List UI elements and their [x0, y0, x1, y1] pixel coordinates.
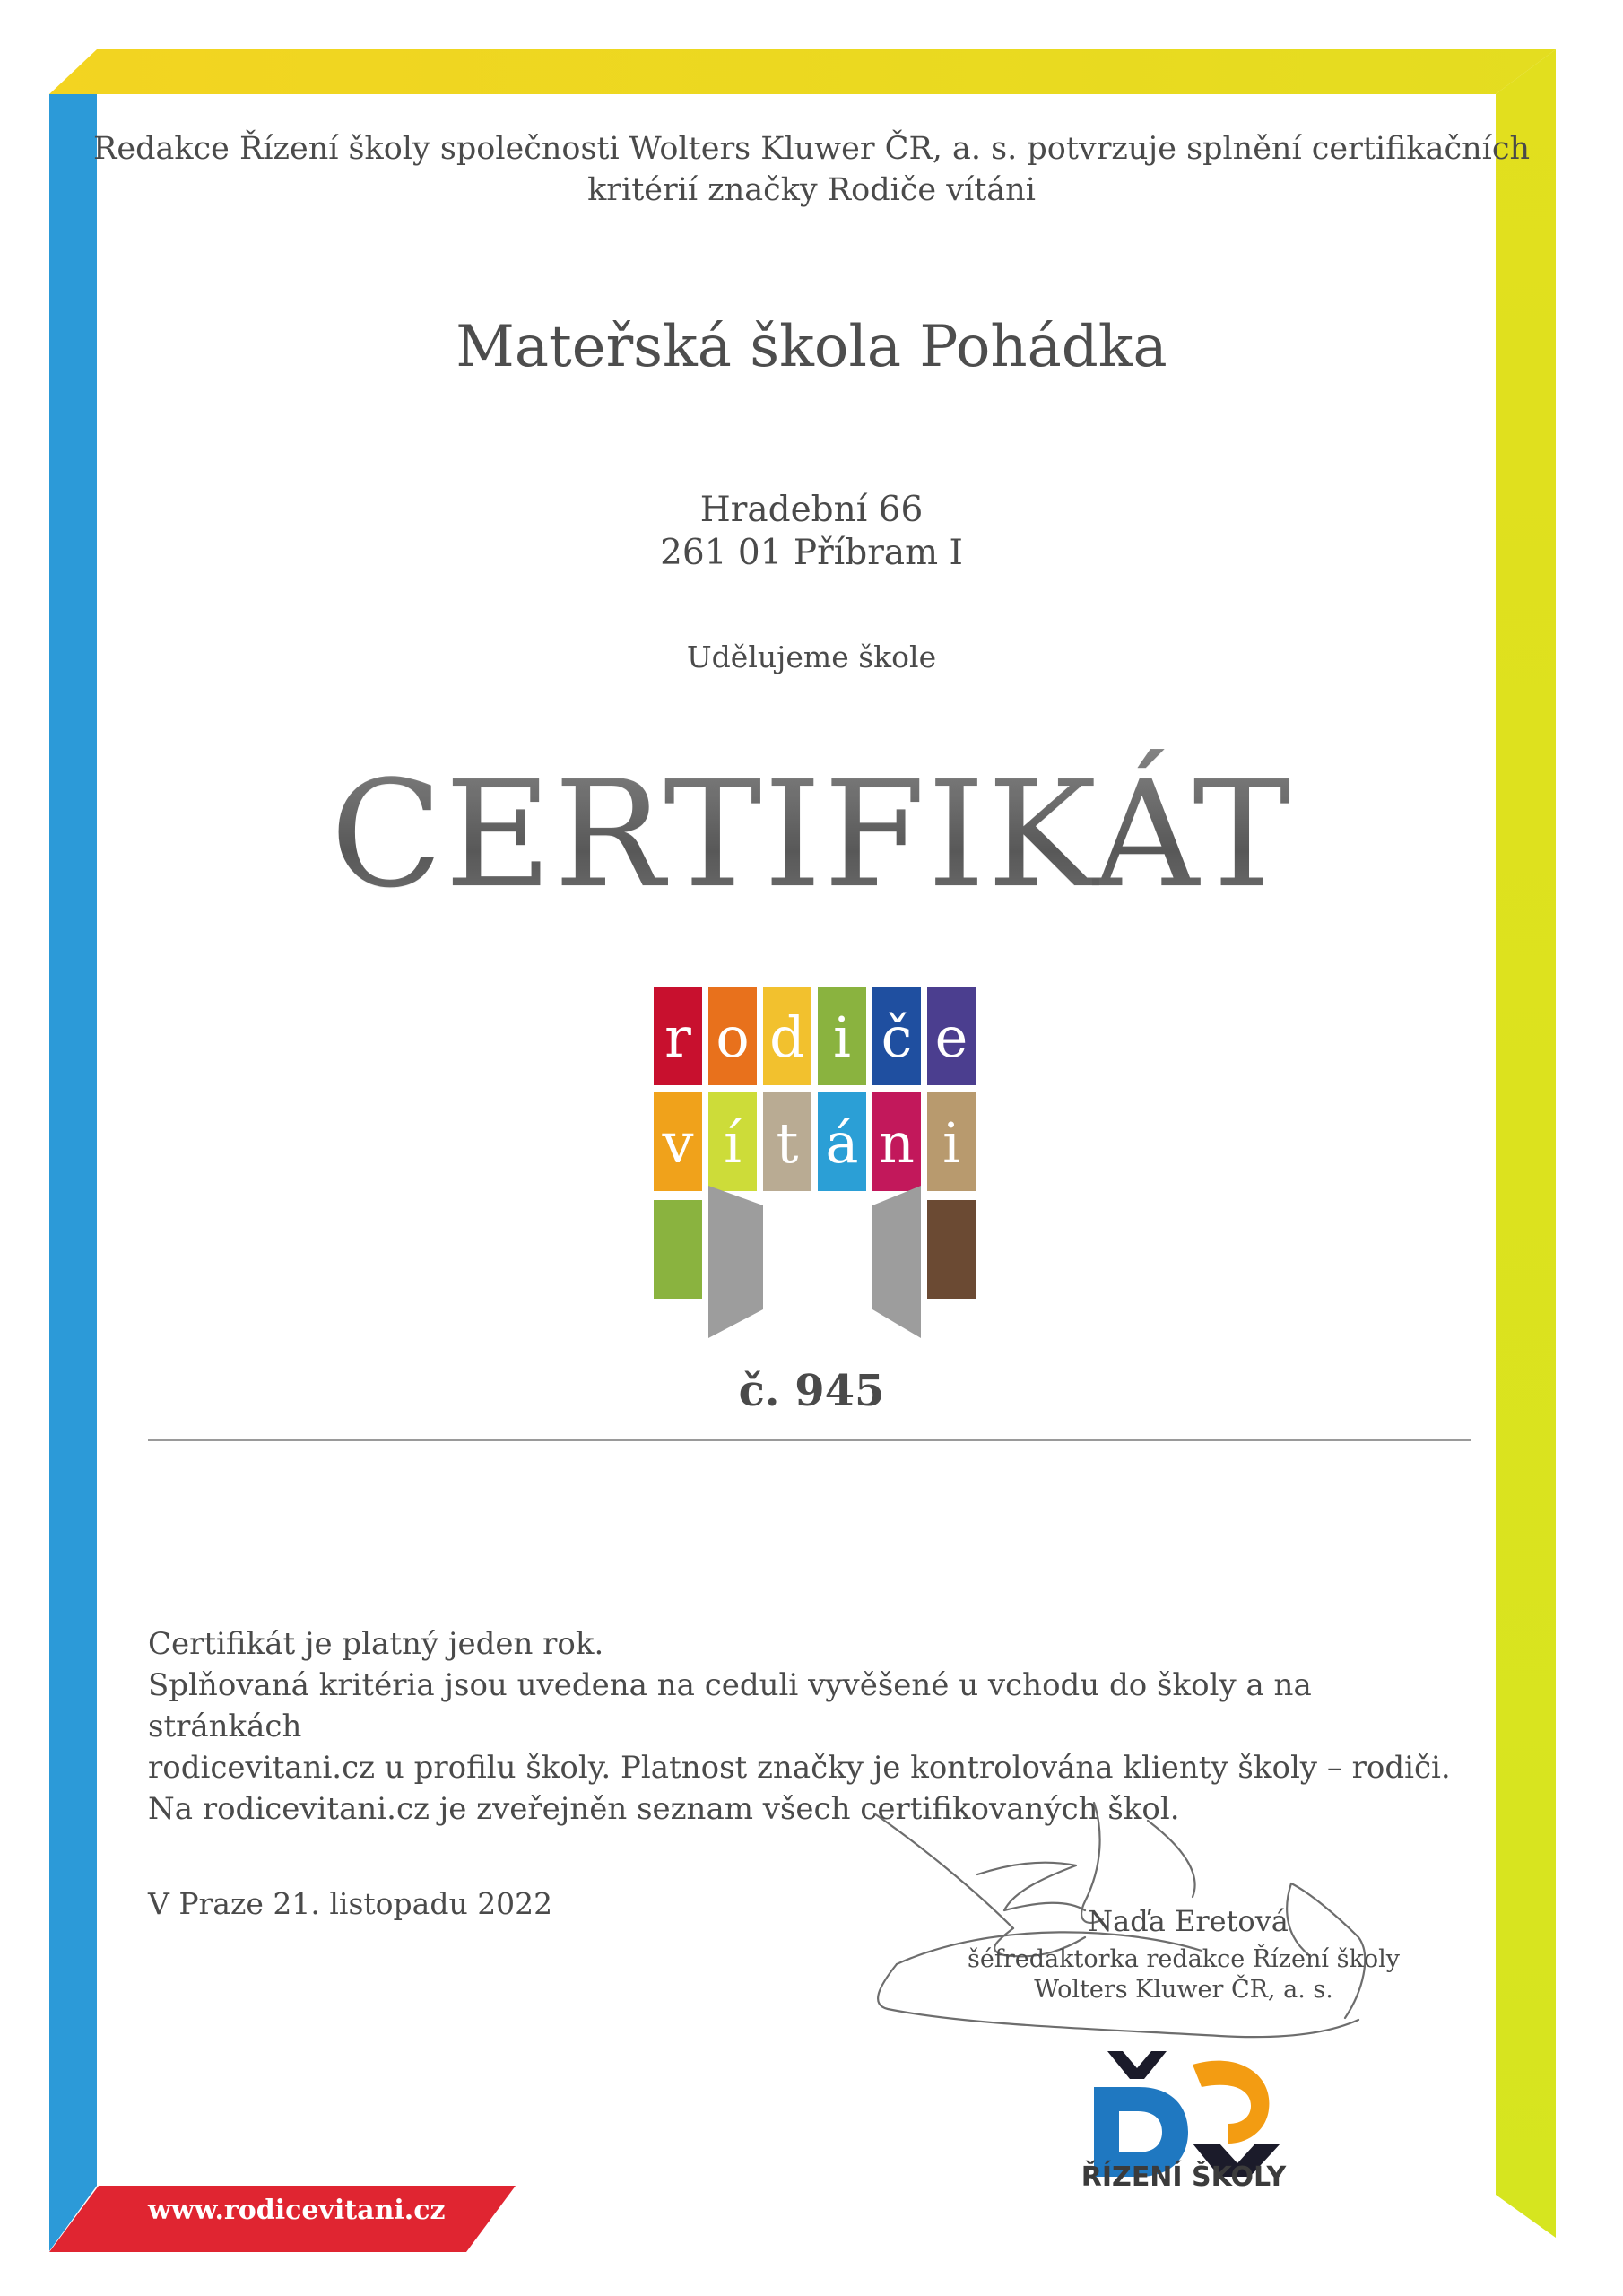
address-city: 261 01 Příbram I [660, 533, 963, 573]
signatory-role-line-2: Wolters Kluwer ČR, a. s. [1034, 1976, 1333, 2004]
certificate-title: CERTIFIKÁT [0, 749, 1623, 920]
grant-text: Udělujeme škole [686, 639, 937, 674]
logo-letter: t [776, 1110, 799, 1176]
logo-tile-green [654, 1200, 702, 1299]
header-text [0, 128, 1623, 211]
address-street: Hradební 66 [699, 490, 924, 530]
logo-letter: á [825, 1110, 859, 1176]
logo-door-left [708, 1186, 763, 1338]
logo-letter: n [879, 1110, 915, 1176]
frame-top-band [49, 49, 1556, 94]
website-link[interactable]: www.rodicevitani.cz [148, 2195, 446, 2226]
logo-orange-arc [1193, 2061, 1269, 2144]
logo-letter: o [716, 1004, 750, 1070]
info-line-2: Splňovaná kritéria jsou uvedena na ceduli vyvěšené u vchodu do školy a na stránkách [148, 1667, 1312, 1744]
logo-letter: r [664, 1004, 691, 1070]
school-address [0, 489, 1623, 575]
logo-tile-brown [927, 1200, 976, 1299]
logo-caron [1107, 2051, 1167, 2079]
header-line-2: kritérií značky Rodiče vítáni [587, 172, 1036, 208]
logo-letter: v [662, 1110, 694, 1176]
logo-letter: e [934, 1004, 968, 1070]
signatory-role [933, 1944, 1435, 2005]
issue-date: V Praze 21. listopadu 2022 [148, 1886, 553, 1921]
info-line-1: Certifikát je platný jeden rok. [148, 1626, 604, 1662]
signatory-name: Naďa Eretová [1088, 1904, 1289, 1938]
divider-line [148, 1439, 1471, 1441]
rodice-vitani-logo [654, 987, 976, 1345]
logo-letter: d [769, 1004, 805, 1070]
certificate-number: č. 945 [738, 1366, 885, 1416]
logo-letter: č [881, 1004, 913, 1070]
logo-letter: í [724, 1110, 742, 1176]
school-name: Mateřská škola Pohádka [456, 314, 1167, 380]
header-line-1: Redakce Řízení školy společnosti Wolters Kluwer ČR, a. s. potvrzuje splnění certifikačních [93, 131, 1530, 167]
info-line-4: Na rodicevitani.cz je zveřejněn seznam všech certifikovaných škol. [148, 1791, 1180, 1827]
signatory-role-line-1: šéfredaktorka redakce Řízení školy [968, 1945, 1400, 1973]
logo-letter: i [942, 1110, 960, 1176]
info-line-3: rodicevitani.cz u profilu školy. Platnost značky je kontrolována klienty školy – rodiči. [148, 1750, 1451, 1786]
rizeni-skoly-caption: ŘÍZENÍ ŠKOLY [1081, 2161, 1287, 2193]
frame-left-band [49, 94, 97, 2251]
logo-door-right [872, 1186, 921, 1338]
logo-letter: i [833, 1004, 851, 1070]
